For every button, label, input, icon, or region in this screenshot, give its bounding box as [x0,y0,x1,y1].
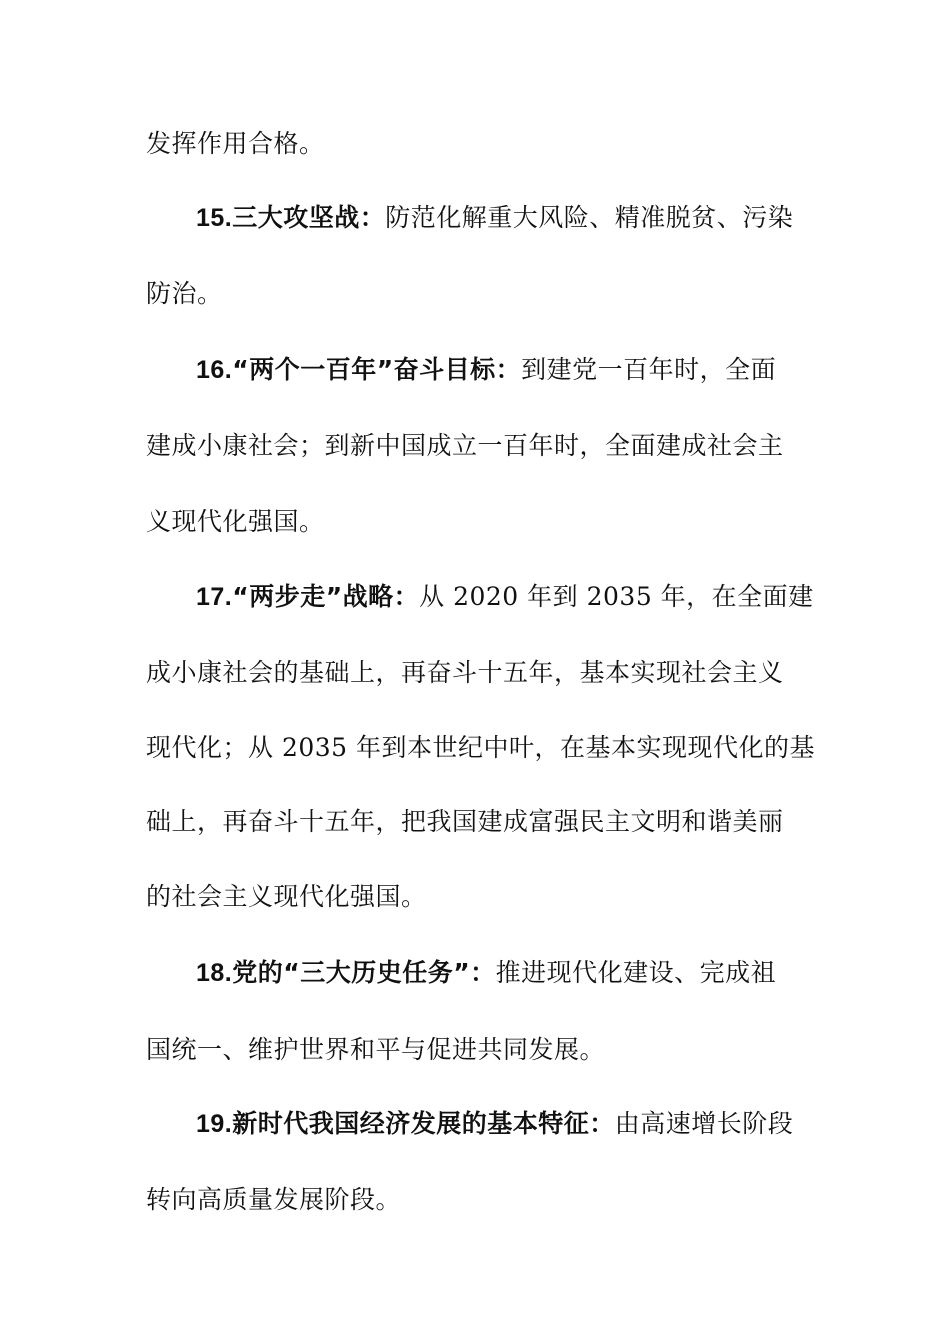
item-number: 18. [196,959,233,987]
paragraph-line [146,278,806,310]
item-term: 党的“三大历史任务”： [232,958,496,987]
item-number: 19. [196,1110,233,1138]
item-text: 从 2020 年到 2035 年，在全面建 [419,582,814,611]
paragraph-line [146,1034,806,1066]
text-line: 防治。 [146,279,223,308]
item-18-heading-line [196,957,796,989]
text-line: 础上，再奋斗十五年，把我国建成富强民主文明和谐美丽 [146,807,784,836]
item-number: 15. [196,204,233,232]
item-number: 17. [196,583,233,611]
paragraph-line [146,732,816,764]
text-line: 义现代化强国。 [146,507,325,536]
item-term: 三大攻坚战： [232,203,386,232]
text-line: 发挥作用合格。 [146,129,325,158]
item-text: 到建党一百年时，全面 [521,355,777,384]
text-line: 国统一、维护世界和平与促进共同发展。 [146,1035,606,1064]
item-term: “两步走”战略： [232,582,420,611]
text-line: 现代化；从 2035 年到本世纪中叶，在基本实现现代化的基 [146,733,816,762]
paragraph-line [146,128,806,160]
paragraph-line [146,657,806,689]
item-number: 16. [196,356,233,384]
item-16-heading-line [196,354,796,386]
item-term: “两个一百年”奋斗目标： [232,355,522,384]
paragraph-line [146,806,806,838]
item-19-heading-line [196,1108,796,1140]
text-line: 成小康社会的基础上，再奋斗十五年，基本实现社会主义 [146,658,784,687]
paragraph-line [146,881,806,913]
text-line: 的社会主义现代化强国。 [146,882,427,911]
item-term: 新时代我国经济发展的基本特征： [232,1109,615,1138]
item-text: 由高速增长阶段 [614,1109,794,1138]
paragraph-line [146,430,806,462]
item-text: 防范化解重大风险、精准脱贫、污染 [385,203,794,232]
paragraph-line [146,1184,806,1216]
text-line: 转向高质量发展阶段。 [146,1185,402,1214]
item-17-heading-line [196,581,814,613]
paragraph-line [146,506,806,538]
item-text: 推进现代化建设、完成祖 [495,958,777,987]
text-line: 建成小康社会；到新中国成立一百年时，全面建成社会主 [146,431,784,460]
item-15-heading-line [196,202,796,234]
